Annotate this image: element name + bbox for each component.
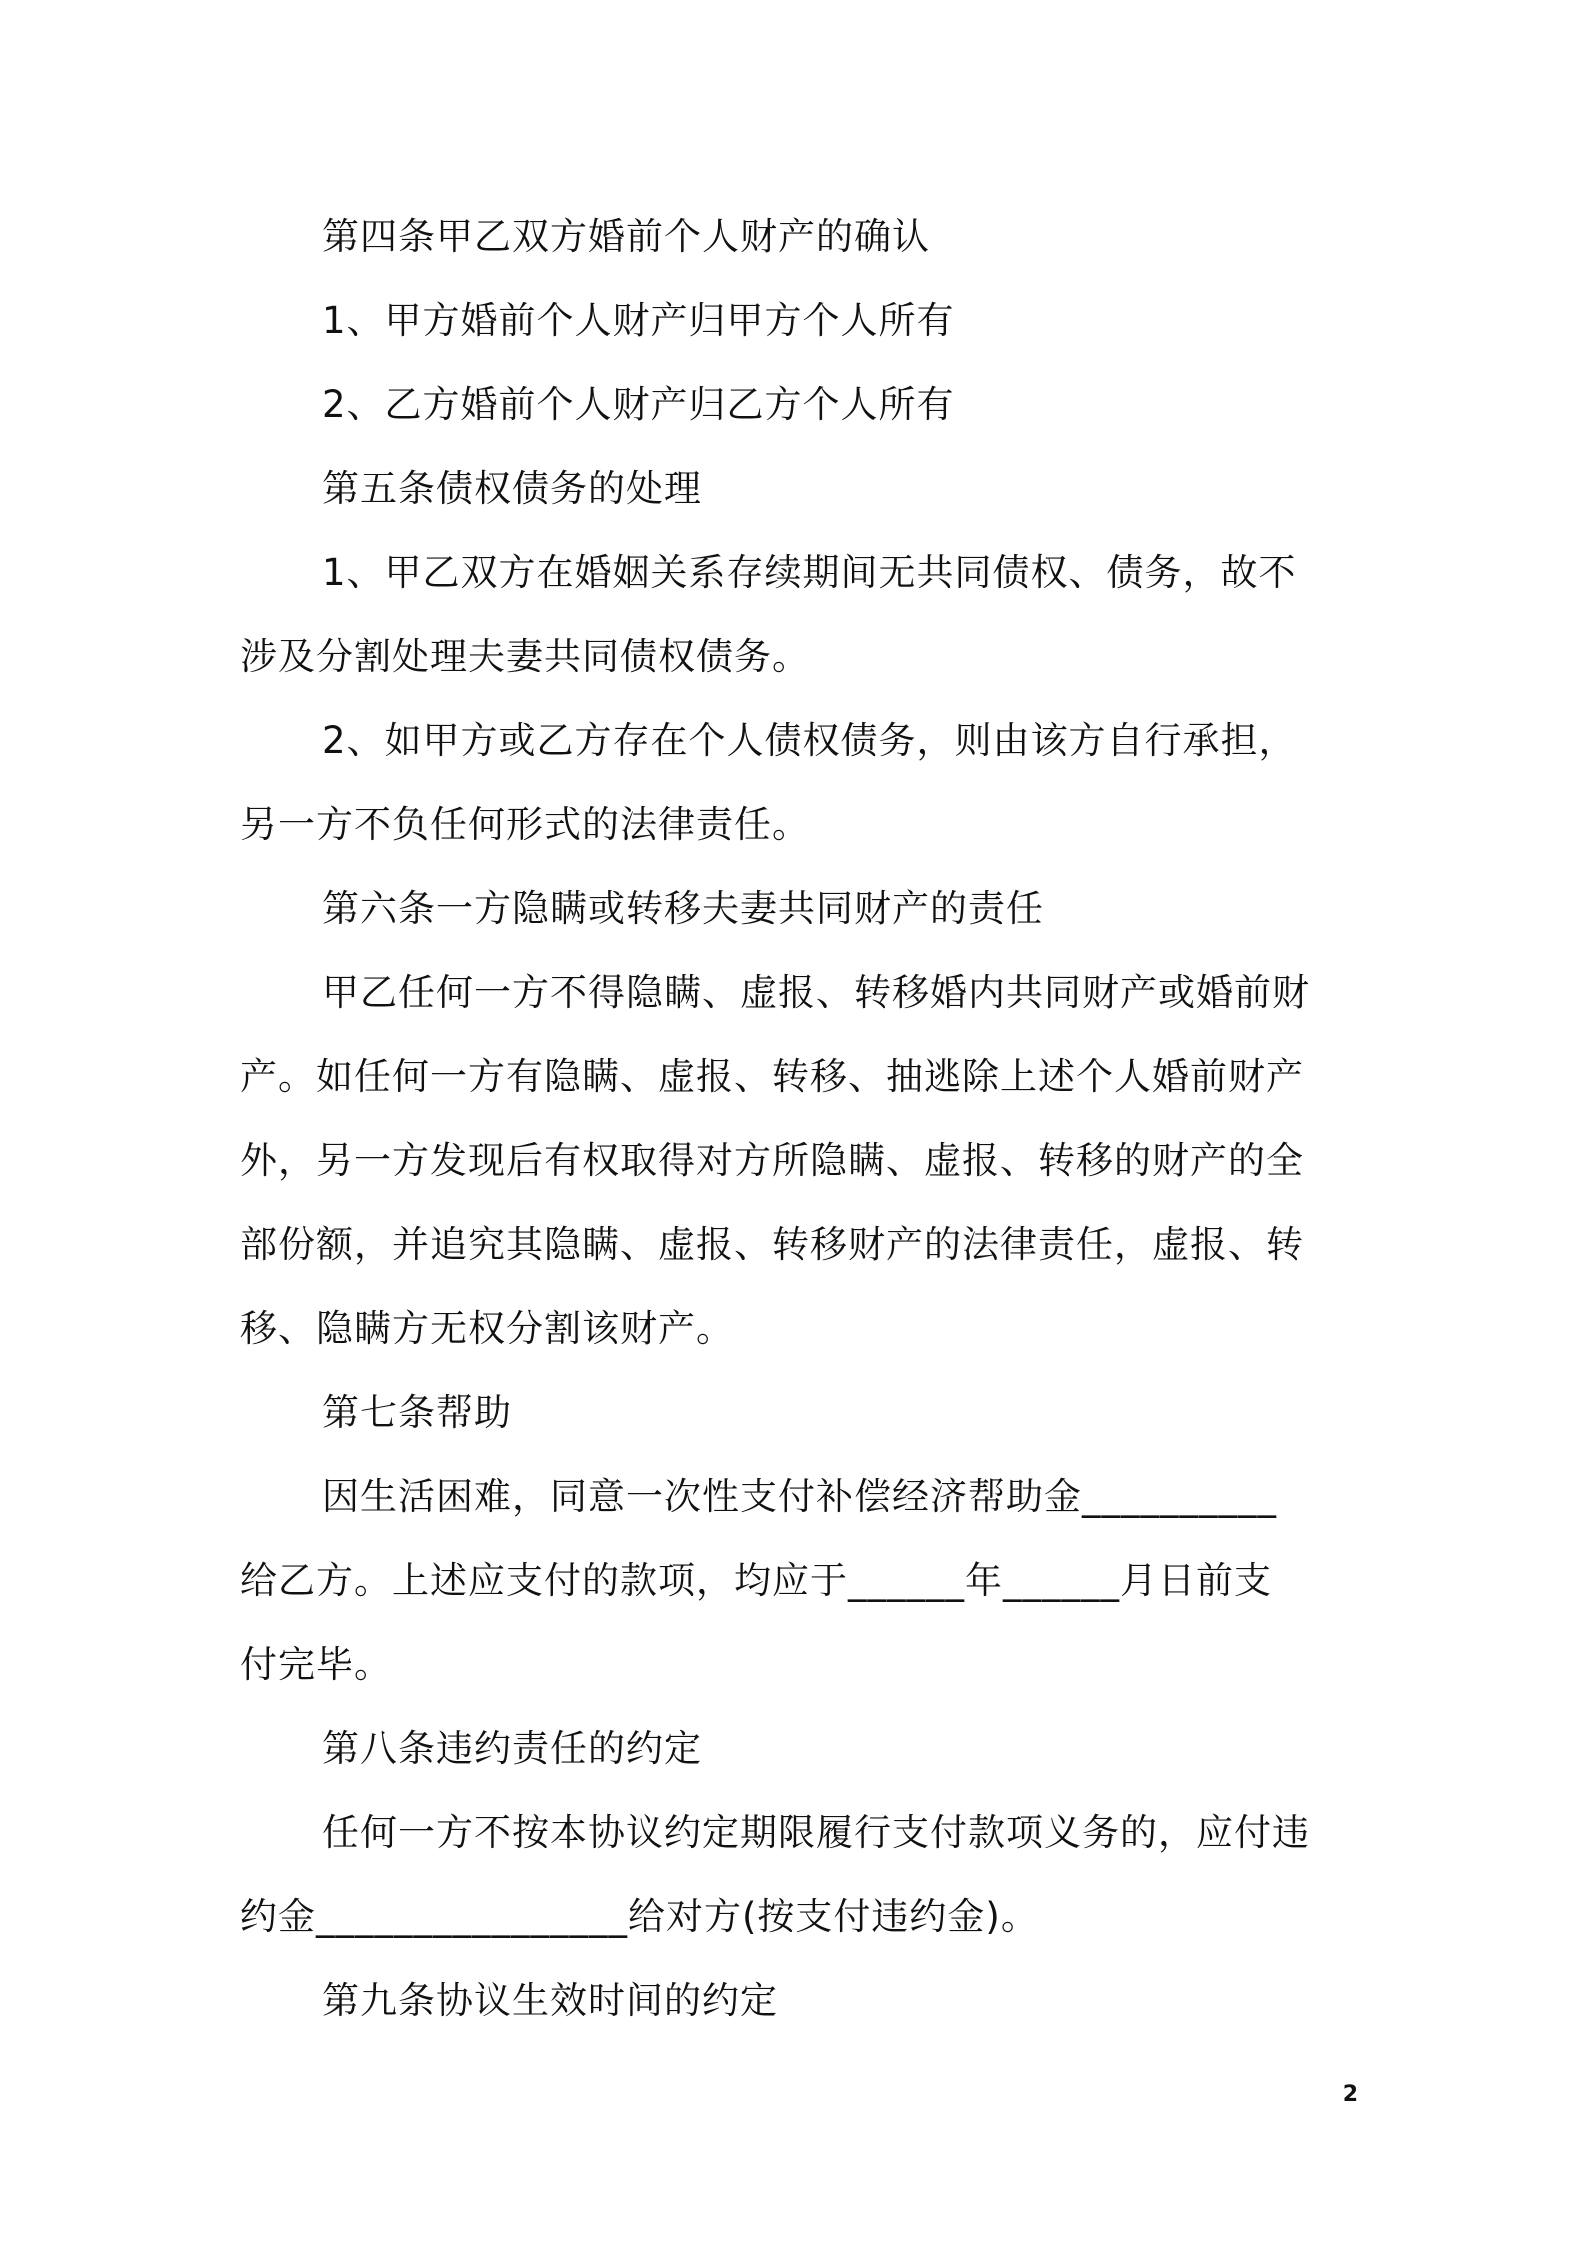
page-number: 2 [1342, 2082, 1358, 2107]
article-8-paragraph-line-1: 任何一方不按本协议约定期限履行支付款项义务的，应付违 [322, 1811, 1310, 1854]
article-4-heading: 第四条甲乙双方婚前个人财产的确认 [322, 215, 930, 258]
article-6-paragraph-line-2: 产。如任何一方有隐瞒、虚报、转移、抽逃除上述个人婚前财产 [240, 1055, 1304, 1098]
article-6-heading: 第六条一方隐瞒或转移夫妻共同财产的责任 [322, 887, 1044, 930]
article-5-item-1-line-1: 1、甲乙双方在婚姻关系存续期间无共同债权、债务，故不 [322, 551, 1297, 594]
article-6-paragraph-line-5: 移、隐瞒方无权分割该财产。 [240, 1307, 734, 1350]
article-6-paragraph-line-1: 甲乙任何一方不得隐瞒、虚报、转移婚内共同财产或婚前财 [322, 971, 1310, 1014]
article-6-paragraph-line-4: 部份额，并追究其隐瞒、虚报、转移财产的法律责任，虚报、转 [240, 1223, 1304, 1266]
article-6-paragraph-line-3: 外，另一方发现后有权取得对方所隐瞒、虚报、转移的财产的全 [240, 1139, 1304, 1182]
article-7-paragraph-line-2: 给乙方。上述应支付的款项，均应于______年______月日前支 [240, 1559, 1272, 1602]
article-5-item-1-line-2: 涉及分割处理夫妻共同债权债务。 [240, 635, 810, 678]
article-4-item-1: 1、甲方婚前个人财产归甲方个人所有 [322, 299, 955, 342]
article-7-heading: 第七条帮助 [322, 1391, 512, 1434]
article-5-item-2-line-1: 2、如甲方或乙方存在个人债权债务，则由该方自行承担， [322, 719, 1297, 762]
article-8-heading: 第八条违约责任的约定 [322, 1727, 702, 1770]
article-8-paragraph-line-2: 约金________________给对方(按支付违约金)。 [240, 1895, 1039, 1938]
article-9-heading: 第九条协议生效时间的约定 [322, 1979, 778, 2022]
article-7-paragraph-line-1: 因生活困难，同意一次性支付补偿经济帮助金__________ [322, 1475, 1277, 1518]
article-5-heading: 第五条债权债务的处理 [322, 467, 702, 510]
article-5-item-2-line-2: 另一方不负任何形式的法律责任。 [240, 803, 810, 846]
article-4-item-2: 2、乙方婚前个人财产归乙方个人所有 [322, 383, 955, 426]
document-body [240, 195, 1355, 2043]
article-7-paragraph-line-3: 付完毕。 [240, 1643, 392, 1686]
